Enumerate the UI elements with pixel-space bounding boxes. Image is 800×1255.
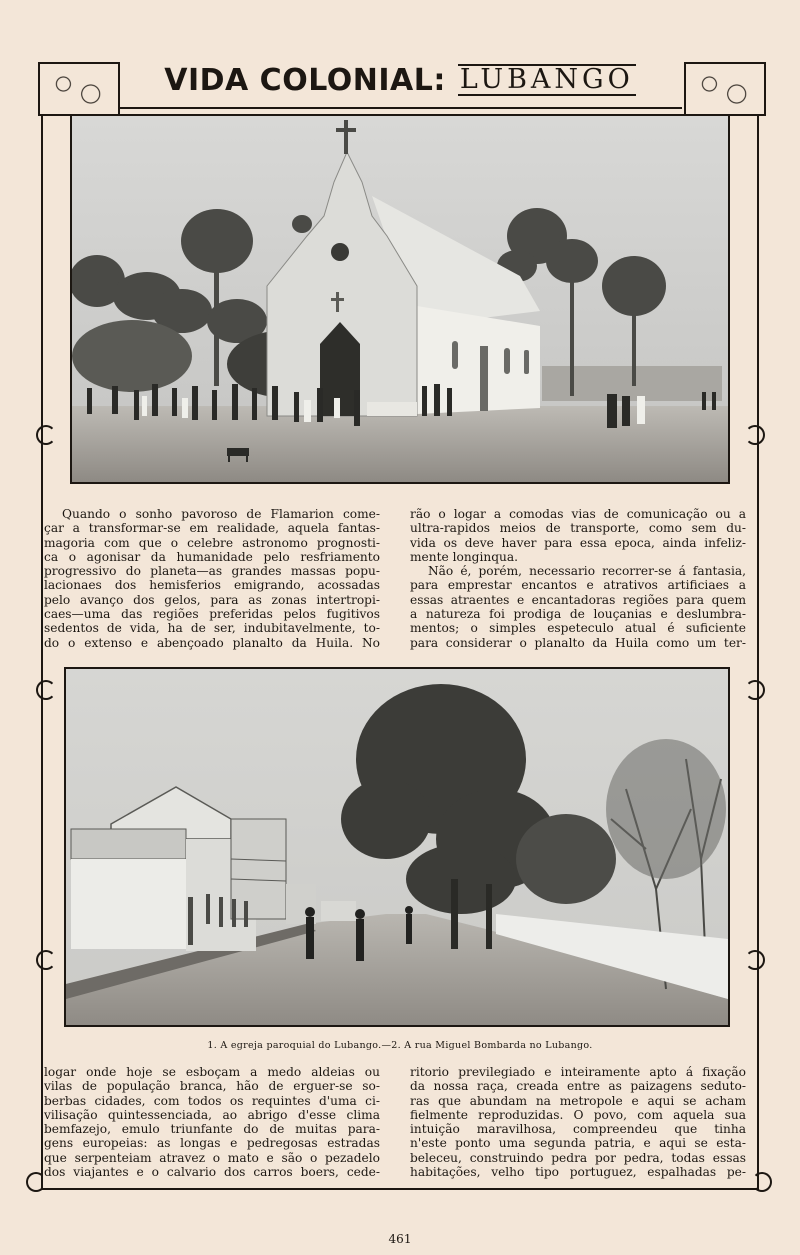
text-line: magoria com que o celebre astronomo prognosti- bbox=[44, 535, 380, 550]
text-line: a natureza foi prodiga de louçanias e deslumbra- bbox=[410, 607, 746, 622]
text-line: sedentos de vida, ha de ser, indubitavelmente, to- bbox=[44, 621, 380, 636]
swirl-ornament-icon bbox=[752, 1172, 772, 1192]
frame-top-rule bbox=[118, 107, 682, 109]
ornament-top-right-icon bbox=[684, 62, 766, 116]
text-line: lacionaes dos hemisferios emigrando, acossadas bbox=[44, 578, 380, 593]
frame-left-border bbox=[41, 108, 43, 1188]
text-line: dos viajantes e o calvario dos carros boers, cede- bbox=[44, 1165, 380, 1180]
swirl-ornament-icon bbox=[36, 950, 56, 970]
swirl-ornament-icon bbox=[745, 680, 765, 700]
text-line: caes—uma das regiões preferidas pelos fugitivos bbox=[44, 607, 380, 622]
ornament-top-left-icon bbox=[38, 62, 120, 116]
church-photo-illustration bbox=[72, 116, 728, 482]
text-line: mente longinqua. bbox=[410, 549, 519, 564]
text-line: beleceu, construindo pedra por pedra, todas essas bbox=[410, 1150, 746, 1165]
text-line: logar onde hoje se esboçam a medo aldeias ou bbox=[44, 1065, 380, 1079]
top-text-right-column bbox=[410, 507, 746, 650]
text-line: progressivo do planeta—as grandes massas popu- bbox=[44, 564, 380, 579]
text-line: n'este ponto uma segunda patria, e aqui se esta- bbox=[410, 1136, 746, 1151]
frame-right-border bbox=[757, 108, 759, 1188]
page-header bbox=[120, 58, 680, 102]
photo-street bbox=[64, 667, 730, 1027]
text-line: do o extenso e abençoado planalto da Huila. No bbox=[44, 635, 380, 650]
bottom-text-left-column bbox=[44, 1065, 380, 1179]
text-line: intuição maravilhosa, compreendeu que tinha bbox=[410, 1122, 746, 1137]
text-line: gens europeias: as longas e pedregosas estradas bbox=[44, 1136, 380, 1151]
text-line: ca o agonisar da humanidade pelo resfriamento bbox=[44, 549, 380, 564]
photo-caption: 1. A egreja paroquial do Lubango.—2. A rua Miguel Bombarda no Lubango. bbox=[207, 1040, 593, 1051]
text-line: çar a transformar-se em realidade, aquela fantas- bbox=[44, 521, 380, 536]
text-line: vida os deve haver para essa epoca, ainda infeliz- bbox=[410, 535, 746, 550]
text-line: vilas de população branca, hão de erguer-se so- bbox=[44, 1079, 380, 1094]
text-line: rão o logar a comodas vias de comunicação ou a bbox=[410, 507, 746, 521]
text-line: habitações, velho tipo portuguez, espalhadas pe- bbox=[410, 1165, 746, 1180]
swirl-ornament-icon bbox=[36, 680, 56, 700]
text-line: para emprestar encantos e atrativos artificiaes a bbox=[410, 578, 746, 593]
text-line: mentos; o simples espeteculo atual é suficiente bbox=[410, 621, 746, 636]
text-line: essas atraentes e encantadoras regiões para quem bbox=[410, 592, 746, 607]
bottom-text-right-column bbox=[410, 1065, 746, 1179]
text-line: que serpenteiam atravez o mato e são o pezadelo bbox=[44, 1150, 380, 1165]
text-line: fielmente reproduzidas. O povo, com aquela sua bbox=[410, 1107, 746, 1122]
text-line: ultra-rapidos meios de transporte, como sem du- bbox=[410, 521, 746, 536]
page-title: VIDA COLONIAL: bbox=[164, 62, 446, 98]
text-line: da nossa raça, creada entre as paizagens seduto- bbox=[410, 1079, 746, 1094]
text-line: bemfazejo, emulo triunfante do de muitas para- bbox=[44, 1122, 380, 1137]
street-photo-illustration bbox=[66, 669, 728, 1025]
text-line: para considerar o planalto da Huila como um ter- bbox=[410, 635, 746, 650]
text-line: pelo avanço dos gelos, para as zonas intertropi- bbox=[44, 592, 380, 607]
text-line: ritorio previlegiado e inteiramente apto á fixação bbox=[410, 1065, 746, 1079]
text-line: Não é, porém, necessario recorrer-se á fantasia, bbox=[428, 564, 746, 579]
page-subtitle: LUBANGO bbox=[459, 64, 634, 95]
swirl-ornament-icon bbox=[745, 425, 765, 445]
page-number: 461 bbox=[388, 1232, 412, 1246]
text-line: vilisação quintessenciada, ao abrigo d'esse clima bbox=[44, 1107, 380, 1122]
text-line: berbas cidades, com todos os requintes d'uma ci- bbox=[44, 1093, 380, 1108]
swirl-ornament-icon bbox=[36, 425, 56, 445]
text-line: ras que abundam na metropole e aqui se acham bbox=[410, 1093, 746, 1108]
photo-church bbox=[70, 114, 730, 484]
swirl-ornament-icon bbox=[26, 1172, 46, 1192]
swirl-ornament-icon bbox=[745, 950, 765, 970]
top-text-left-column bbox=[44, 507, 380, 650]
frame-bottom-rule bbox=[41, 1188, 759, 1190]
text-line: Quando o sonho pavoroso de Flamarion come- bbox=[62, 507, 380, 521]
